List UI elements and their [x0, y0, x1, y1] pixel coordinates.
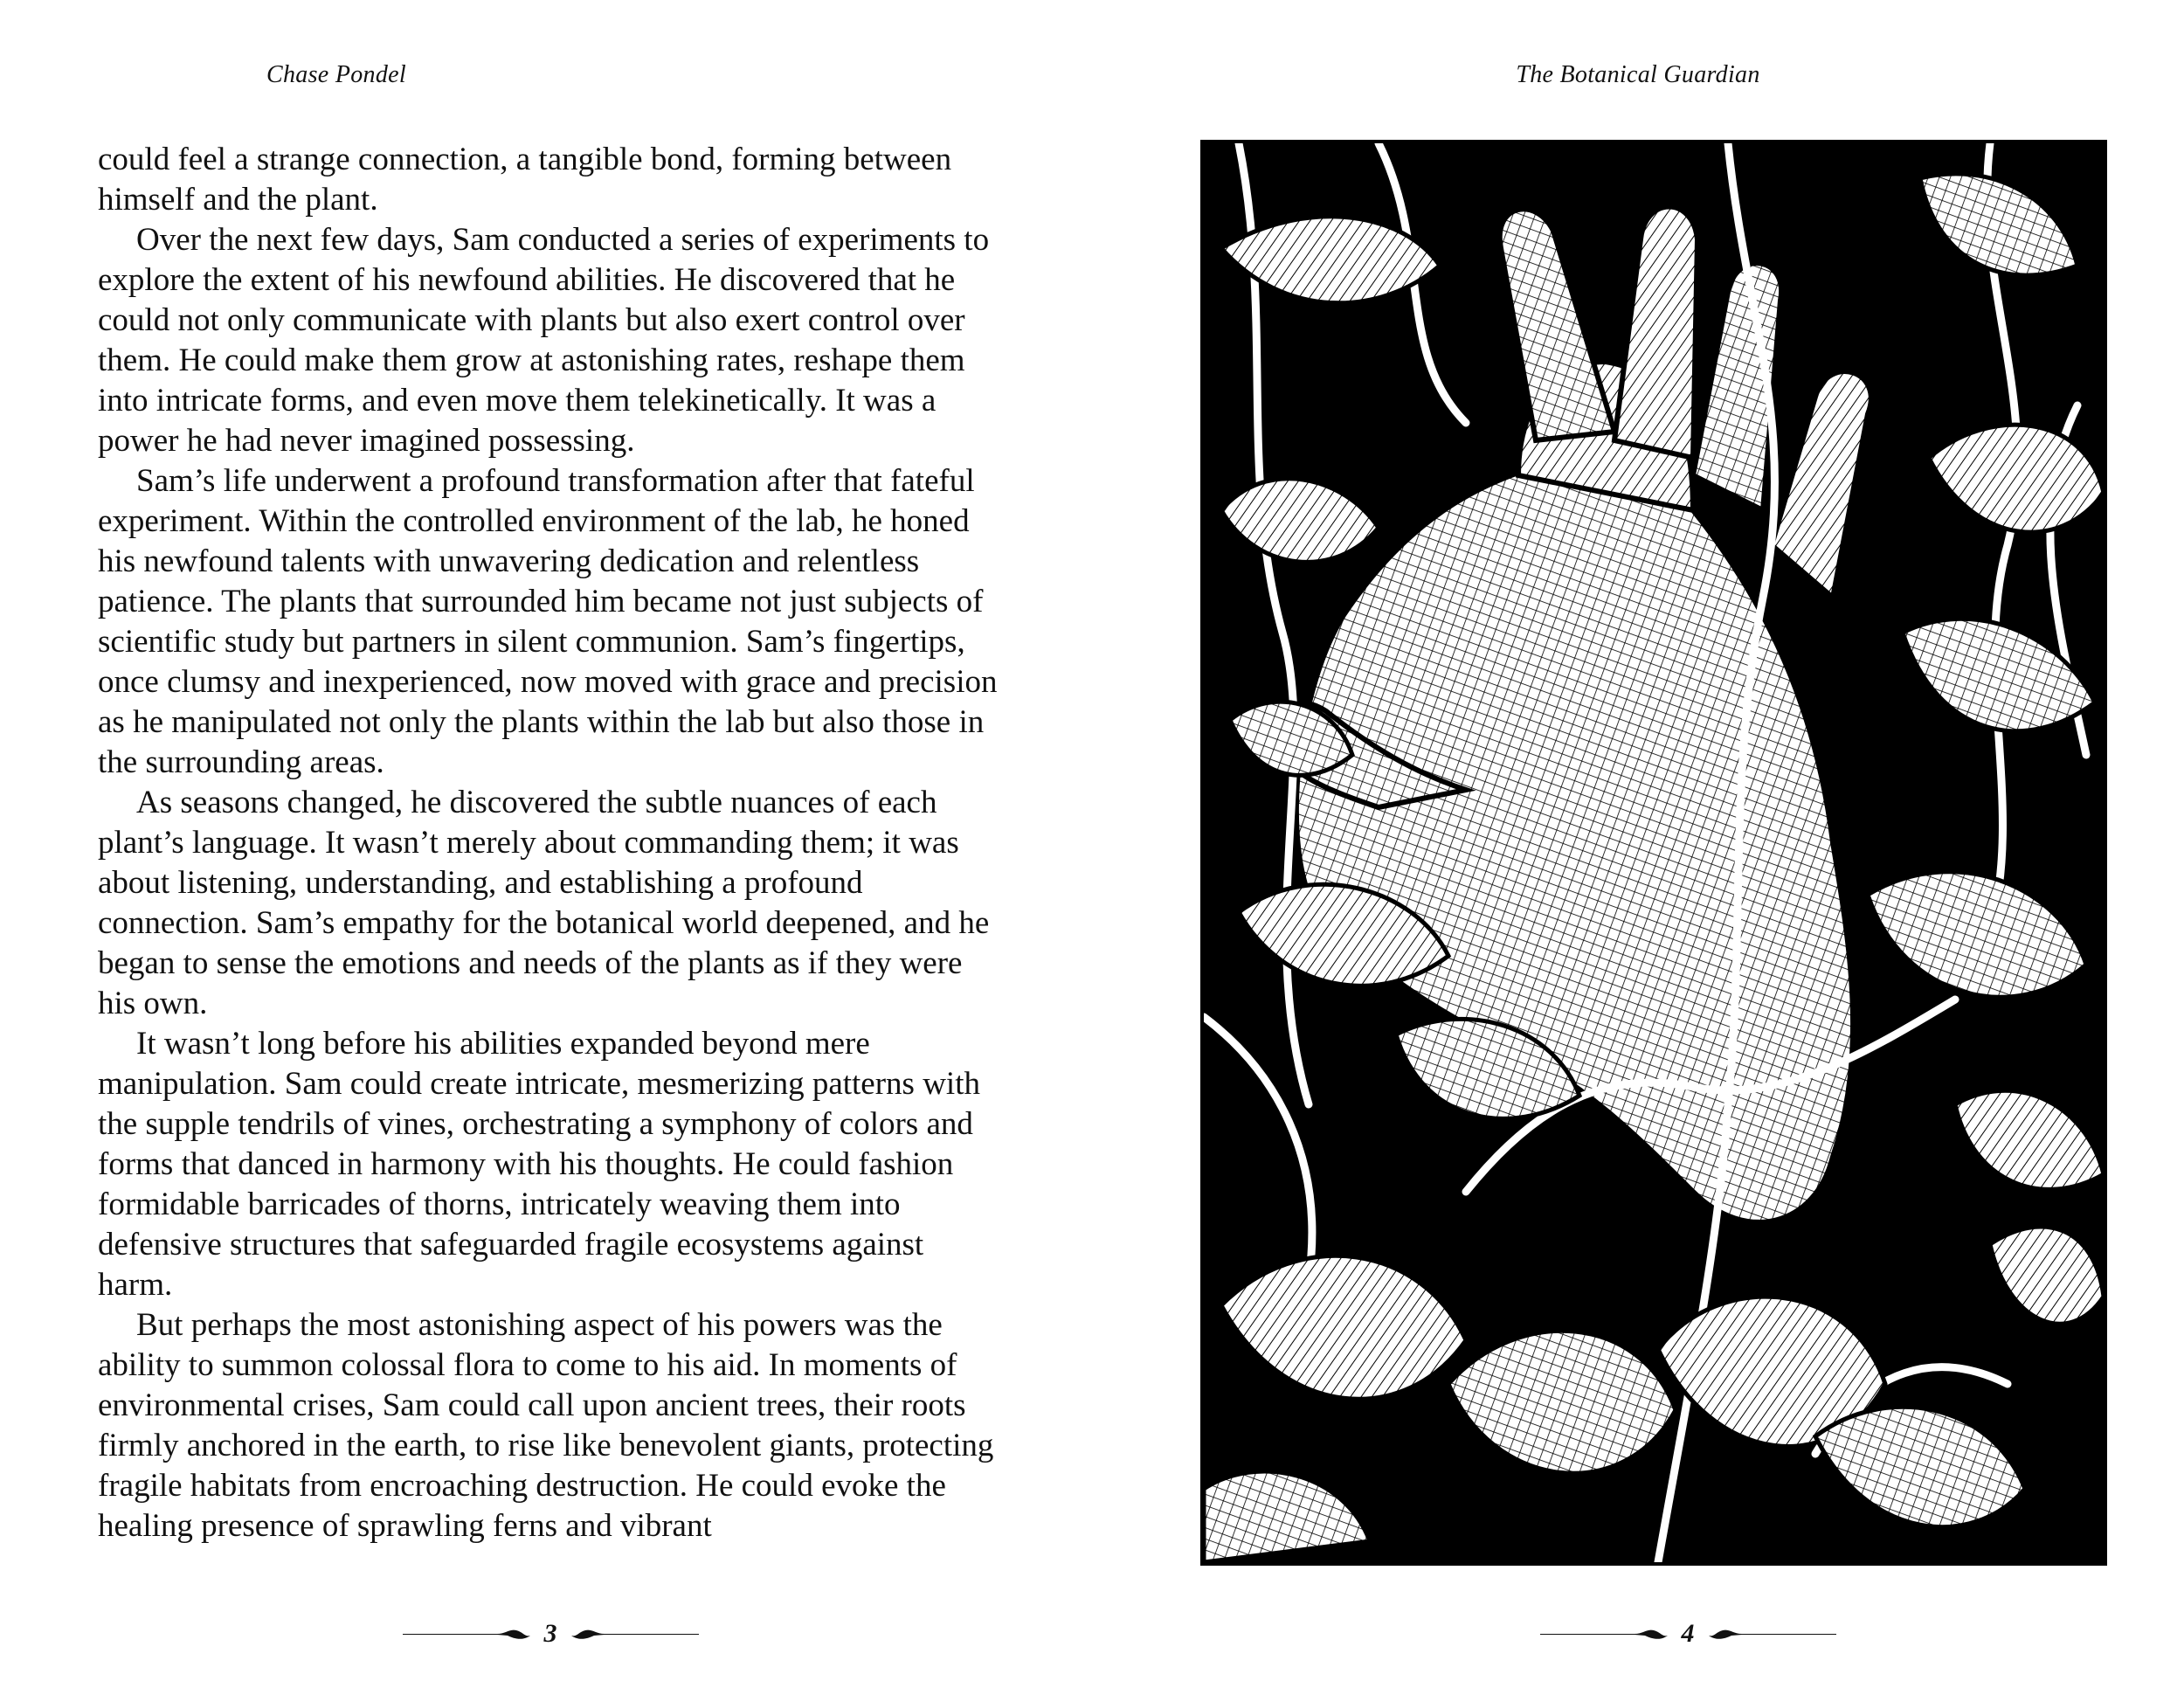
hand-vines-illustration — [1200, 140, 2107, 1566]
paragraph: It wasn’t long before his abilities expanded beyond mere manipulation. Sam could create intricate, mesmerizing patterns with the supple tendrils of vines, orchestrating a symphony of colors and forms that danced in harmony with his thoughts. He could fashion formidable barricades of thorns, intricately weaving them into defensive structures that safeguarded fragile ecosystems against harm. — [98, 1026, 980, 1303]
paragraph: As seasons changed, he discovered the subtle nuances of each plant’s language. It wasn’t merely about commanding them; it was about listening, understanding, and establishing a profound connection. Sam’s empathy for the botanical world deepened, and he began to sense the emotions and needs of the plants as if they were his own. — [98, 785, 990, 1021]
paragraph: Sam’s life underwent a profound transformation after that fateful experiment. Within the controlled environment of the lab, he honed his newfound talents with unwavering dedication and relentless patience. The plants that surrounded him became not just subjects of scientific study but partners in silent communion. Sam’s fingertips, once clumsy and inexperienced, now moved with grace and precision as he manipulated not only the plants within the lab but also those in the surrounding areas. — [98, 463, 998, 780]
body-text — [98, 140, 998, 1546]
paragraph: could feel a strange connection, a tangible bond, forming between himself and the plant. — [98, 142, 952, 218]
paragraph: But perhaps the most astonishing aspect of his powers was the ability to summon colossal flora to come to his aid. In moments of environmental crises, Sam could call upon ancient trees, their roots firmly anchored in the earth, to rise like benevolent giants, protecting fragile habitats from encroaching destruction. He could evoke the healing presence of sprawling ferns and vibrant — [98, 1307, 994, 1544]
page-number-ornament — [376, 1616, 725, 1651]
running-head-title: The Botanical Guardian — [1516, 61, 1760, 88]
page-number-ornament — [1513, 1616, 1863, 1651]
right-page — [1092, 0, 2184, 1688]
right-swash-icon — [1707, 1623, 1838, 1644]
right-swash-icon — [570, 1623, 701, 1644]
paragraph: Over the next few days, Sam conducted a series of experiments to explore the extent of his newfound abilities. He discovered that he could not only communicate with plants but also exert control over them. He could make them grow at astonishing rates, reshape them into intricate forms, and even move them telekinetically. It was a power he had never imagined possessing. — [98, 222, 990, 459]
page-number: 4 — [1681, 1619, 1695, 1648]
page-number: 3 — [543, 1619, 557, 1648]
left-swash-icon — [401, 1623, 532, 1644]
left-swash-icon — [1538, 1623, 1669, 1644]
running-head-author: Chase Pondel — [266, 61, 406, 88]
